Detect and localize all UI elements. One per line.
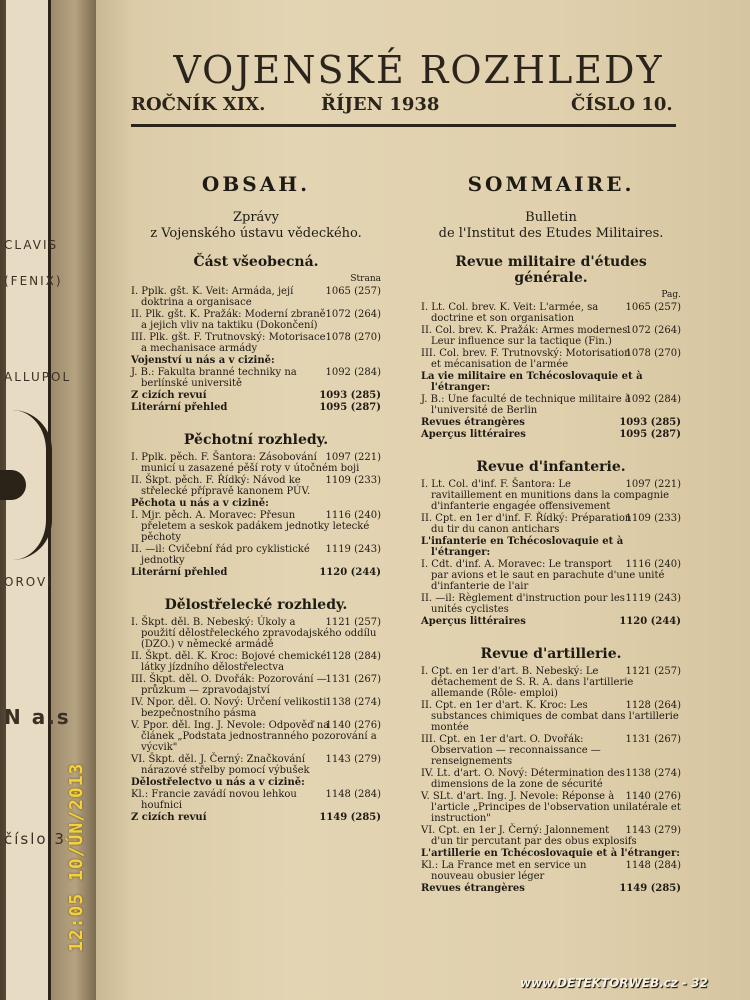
page-reference: 1097 (221) <box>625 479 681 490</box>
entry-title: La vie militaire en Tchécoslovaquie et à l'étranger: <box>421 371 643 393</box>
entry-title: II. —il: Règlement d'instruction pour les unités cyclistes <box>421 593 625 615</box>
page-reference: 1078 (270) <box>325 332 381 343</box>
page-reference: 1138 (274) <box>625 768 681 779</box>
volume-label: ROČNÍK XIX. <box>131 94 266 115</box>
page-reference: 1121 (257) <box>325 617 381 628</box>
toc-entry <box>421 371 681 393</box>
page-reference: 1095 (287) <box>319 402 381 413</box>
entry-title: IV. Lt. d'art. O. Nový: Détermination des dimensions de la zone de sécurité <box>421 768 625 790</box>
entry-title: Vojenství u nás a v cizině: <box>131 355 275 366</box>
entry-title: L'artillerie en Tchécoslovaquie et à l'étranger: <box>421 848 680 859</box>
section-title: Dělostřelecké rozhledy. <box>164 597 348 613</box>
toc-entry <box>131 452 381 474</box>
watermark: www.DETEKTORWEB.cz - 32 <box>520 976 708 990</box>
page-reference: 1143 (279) <box>325 754 381 765</box>
institute-line: z Vojenského ústavu vědeckého. <box>150 226 362 241</box>
page-reference: 1131 (267) <box>325 674 381 685</box>
toc-entry <box>421 616 681 627</box>
toc-entry <box>421 734 681 767</box>
header-rule <box>131 124 676 127</box>
magazine-page <box>96 0 750 1000</box>
entry-title: III. Col. brev. F. Trutnovský: Motorisation et mécanisation de l'armée <box>421 348 631 370</box>
section-title: Revue d'artillerie. <box>480 646 622 662</box>
page-reference: 1128 (284) <box>325 651 381 662</box>
toc-entry <box>421 429 681 440</box>
section-title: Revue d'infanterie. <box>476 459 626 475</box>
page-reference: 1119 (243) <box>325 544 381 555</box>
page-column-label: Strana <box>350 274 381 284</box>
entry-title: II. Col. brev. K. Pražák: Armes modernes. Leur influence sur la tactique (Fin.) <box>421 325 631 347</box>
page-reference: 1143 (279) <box>625 825 681 836</box>
toc-entry <box>131 812 381 823</box>
toc-entry <box>131 390 381 401</box>
strip-label: (FENIX) <box>4 274 63 288</box>
section-title: Pěchotní rozhledy. <box>183 432 329 448</box>
page-reference: 1097 (221) <box>325 452 381 463</box>
toc-entry <box>131 697 381 719</box>
entry-title: V. Ppor. děl. Ing. J. Nevole: Odpověď na článek „Podstata jednostranného pozorování a výcvik" <box>131 720 377 753</box>
toc-entry <box>421 883 681 894</box>
entry-title: Literární přehled <box>131 402 228 413</box>
page-reference: 1078 (270) <box>625 348 681 359</box>
page-reference: 1092 (284) <box>625 394 681 405</box>
toc-entry <box>421 825 681 847</box>
page-reference: 1119 (243) <box>625 593 681 604</box>
entry-title: Kl.: Francie zavádí novou lehkou houfnici <box>131 789 297 811</box>
toc-entry <box>421 666 681 699</box>
page-reference: 1140 (276) <box>625 791 681 802</box>
issue-row <box>131 94 671 118</box>
page-reference: 1095 (287) <box>619 429 681 440</box>
toc-entry <box>421 513 681 535</box>
entry-title: II. Plk. gšt. K. Pražák: Moderní zbraně a jejich vliv na taktiku (Dokončení) <box>131 309 326 331</box>
entry-title: II. Škpt. pěch. F. Řídký: Návod ke střelecké přípravě kanonem PÚV. <box>131 475 311 497</box>
page-reference: 1109 (233) <box>325 475 381 486</box>
page-reference: 1148 (284) <box>325 789 381 800</box>
toc-entry <box>131 544 381 566</box>
entry-title: J. B.: Une faculté de technique militaire à l'université de Berlin <box>421 394 631 416</box>
sections <box>421 254 681 894</box>
entry-title: III. Plk. gšt. F. Trutnovský: Motorisace a mechanisace armády <box>131 332 326 354</box>
toc-entry <box>421 593 681 615</box>
toc-entry <box>131 567 381 578</box>
contents-heading: OBSAH. <box>201 172 311 196</box>
strip-label: číslo 3 <box>4 830 66 848</box>
toc-entry <box>131 309 381 331</box>
toc-entry <box>421 791 681 824</box>
entry-title: VI. Škpt. děl. J. Černý: Značkování nárazové střelby pomocí výbušek <box>131 754 310 776</box>
page-reference: 1148 (284) <box>625 860 681 871</box>
toc-entry <box>131 510 381 543</box>
toc-entry <box>131 402 381 413</box>
page-reference: 1138 (274) <box>325 697 381 708</box>
entry-title: Z cizích revuí <box>131 812 207 823</box>
page-reference: 1120 (244) <box>319 567 381 578</box>
toc-entry <box>421 860 681 882</box>
page-reference: 1121 (257) <box>625 666 681 677</box>
section-gap <box>131 414 381 432</box>
toc-entry <box>131 498 381 509</box>
page-reference: 1092 (284) <box>325 367 381 378</box>
section-gap <box>421 628 681 646</box>
entry-title: Kl.: La France met en service un nouveau obusier léger <box>421 860 587 882</box>
toc-entry <box>131 754 381 776</box>
entry-title: IV. Npor. děl. O. Nový: Určení velikosti bezpečnostního pásma <box>131 697 327 719</box>
date-stamp: 12:05 10/ÚN/2013 <box>66 762 87 952</box>
entry-title: V. SLt. d'art. Ing. J. Nevole: Réponse à l'article „Principes de l'observation unilatérale et instruction" <box>421 791 681 824</box>
entry-title: Dělostřelectvo u nás a v cizině: <box>131 777 305 788</box>
sections <box>131 254 381 823</box>
section-title: Revue militaire d'études générale. <box>455 254 647 286</box>
institute-title <box>421 210 681 242</box>
page-reference: 1128 (264) <box>625 700 681 711</box>
entry-title: Aperçus littéraires <box>421 616 526 627</box>
toc-entry <box>421 325 681 347</box>
entry-title: II. Cpt. en 1er d'inf. F. Řídký: Préparation du tir du canon antichars <box>421 513 632 535</box>
entry-title: I. Pplk. gšt. K. Veit: Armáda, její doktrina a organisace <box>131 286 294 308</box>
entry-title: III. Škpt. děl. O. Dvořák: Pozorování — průzkum — zpravodajství <box>131 674 327 696</box>
toc-entry <box>131 651 381 673</box>
entry-title: I. Lt. Col. d'inf. F. Šantora: Le ravitaillement en munitions dans la compagnie d'infanterie engagée offensivement <box>421 479 670 512</box>
issue-number: ČÍSLO 10. <box>571 94 673 115</box>
entry-title: Pěchota u nás a v cizině: <box>131 498 269 509</box>
page-reference: 1149 (285) <box>619 883 681 894</box>
page-reference: 1093 (285) <box>619 417 681 428</box>
toc-entry <box>421 348 681 370</box>
entry-title: I. Mjr. pěch. A. Moravec: Přesun přeletem a seskok padákem jednotky letecké pěchoty <box>131 510 370 543</box>
toc-entry <box>131 617 381 650</box>
toc-entry <box>421 768 681 790</box>
date-label: ŘÍJEN 1938 <box>321 94 440 115</box>
toc-entry <box>421 536 681 558</box>
page-reference: 1116 (240) <box>325 510 381 521</box>
entry-title: II. —il: Cvičební řád pro cyklistické jednotky <box>131 544 310 566</box>
toc-entry <box>421 479 681 512</box>
toc-entry <box>131 789 381 811</box>
page-reference: 1072 (264) <box>325 309 381 320</box>
entry-title: Aperçus littéraires <box>421 429 526 440</box>
entry-title: L'infanterie en Tchécoslovaquie et à l'étranger: <box>421 536 624 558</box>
toc-entry <box>131 286 381 308</box>
strip-label: CLAVIS <box>4 238 59 252</box>
institute-line: Bulletin <box>525 210 577 225</box>
page-reference: 1093 (285) <box>319 390 381 401</box>
section-title: Část všeobecná. <box>193 254 319 270</box>
institute-line: de l'Institut des Etudes Militaires. <box>438 226 664 241</box>
contents-french <box>421 172 681 895</box>
strip-label: OROVI <box>4 575 53 589</box>
entry-title: II. Škpt. děl. K. Kroc: Bojové chemické látky jízdního dělostřelectva <box>131 651 327 673</box>
toc-entry <box>421 417 681 428</box>
toc-entry <box>421 559 681 592</box>
toc-entry <box>131 332 381 354</box>
toc-entry <box>421 394 681 416</box>
strip-label: N a.s <box>4 705 71 729</box>
toc-entry <box>131 475 381 497</box>
toc-entry <box>131 720 381 753</box>
page-reference: 1065 (257) <box>325 286 381 297</box>
toc-entry <box>421 848 681 859</box>
entry-title: III. Cpt. en 1er d'art. O. Dvořák: Observation — reconnaissance — renseignements <box>421 734 601 767</box>
toc-entry <box>421 302 681 324</box>
entry-title: VI. Cpt. en 1er J. Černý: Jalonnement d'un tir percutant par des obus explosifs <box>421 825 637 847</box>
entry-title: I. Lt. Col. brev. K. Veit: L'armée, sa doctrine et son organisation <box>421 302 599 324</box>
toc-entry <box>131 777 381 788</box>
page-reference: 1065 (257) <box>625 302 681 313</box>
entry-title: Revues étrangères <box>421 417 525 428</box>
page-reference: 1140 (276) <box>325 720 381 731</box>
page-reference: 1109 (233) <box>625 513 681 524</box>
masthead-title: VOJENSKÉ ROZHLEDY <box>173 48 664 92</box>
entry-title: I. Cdt. d'inf. A. Moravec: Le transport par avions et le saut en parachute d'une unité d'infanterie de l'air <box>421 559 665 592</box>
institute-title <box>131 210 381 242</box>
entry-title: Z cizích revuí <box>131 390 207 401</box>
entry-title: I. Pplk. pěch. F. Šantora: Zásobování municí u zasazené pěší roty v útočném boji <box>131 452 360 474</box>
toc-entry <box>421 700 681 733</box>
toc-entry <box>131 355 381 366</box>
page-reference: 1131 (267) <box>625 734 681 745</box>
page-reference: 1120 (244) <box>619 616 681 627</box>
toc-entry <box>131 367 381 389</box>
section-gap <box>421 441 681 459</box>
section-gap <box>131 579 381 597</box>
entry-title: Revues étrangères <box>421 883 525 894</box>
entry-title: I. Cpt. en 1er d'art. B. Nebeský: Le détachement de S. R. A. dans l'artillerie allemande (Rôle- emploi) <box>421 666 634 699</box>
page-reference: 1116 (240) <box>625 559 681 570</box>
institute-line: Zprávy <box>232 210 279 225</box>
contents-heading: SOMMAIRE. <box>467 172 635 196</box>
page-reference: 1072 (264) <box>625 325 681 336</box>
strip-label: ALLUPOL <box>4 370 72 384</box>
entry-title: I. Škpt. děl. B. Nebeský: Úkoly a použití dělostřeleckého zpravodajského oddílu (DZO.) v německé armádě <box>131 617 377 650</box>
contents-czech <box>131 172 381 824</box>
entry-title: Literární přehled <box>131 567 228 578</box>
page-reference: 1149 (285) <box>319 812 381 823</box>
entry-title: J. B.: Fakulta branné techniky na berlínské universitě <box>131 367 297 389</box>
page-column-label: Pag. <box>661 290 681 300</box>
entry-title: II. Cpt. en 1er d'art. K. Kroc: Les substances chimiques de combat dans l'artillerie montée <box>421 700 679 733</box>
toc-entry <box>131 674 381 696</box>
